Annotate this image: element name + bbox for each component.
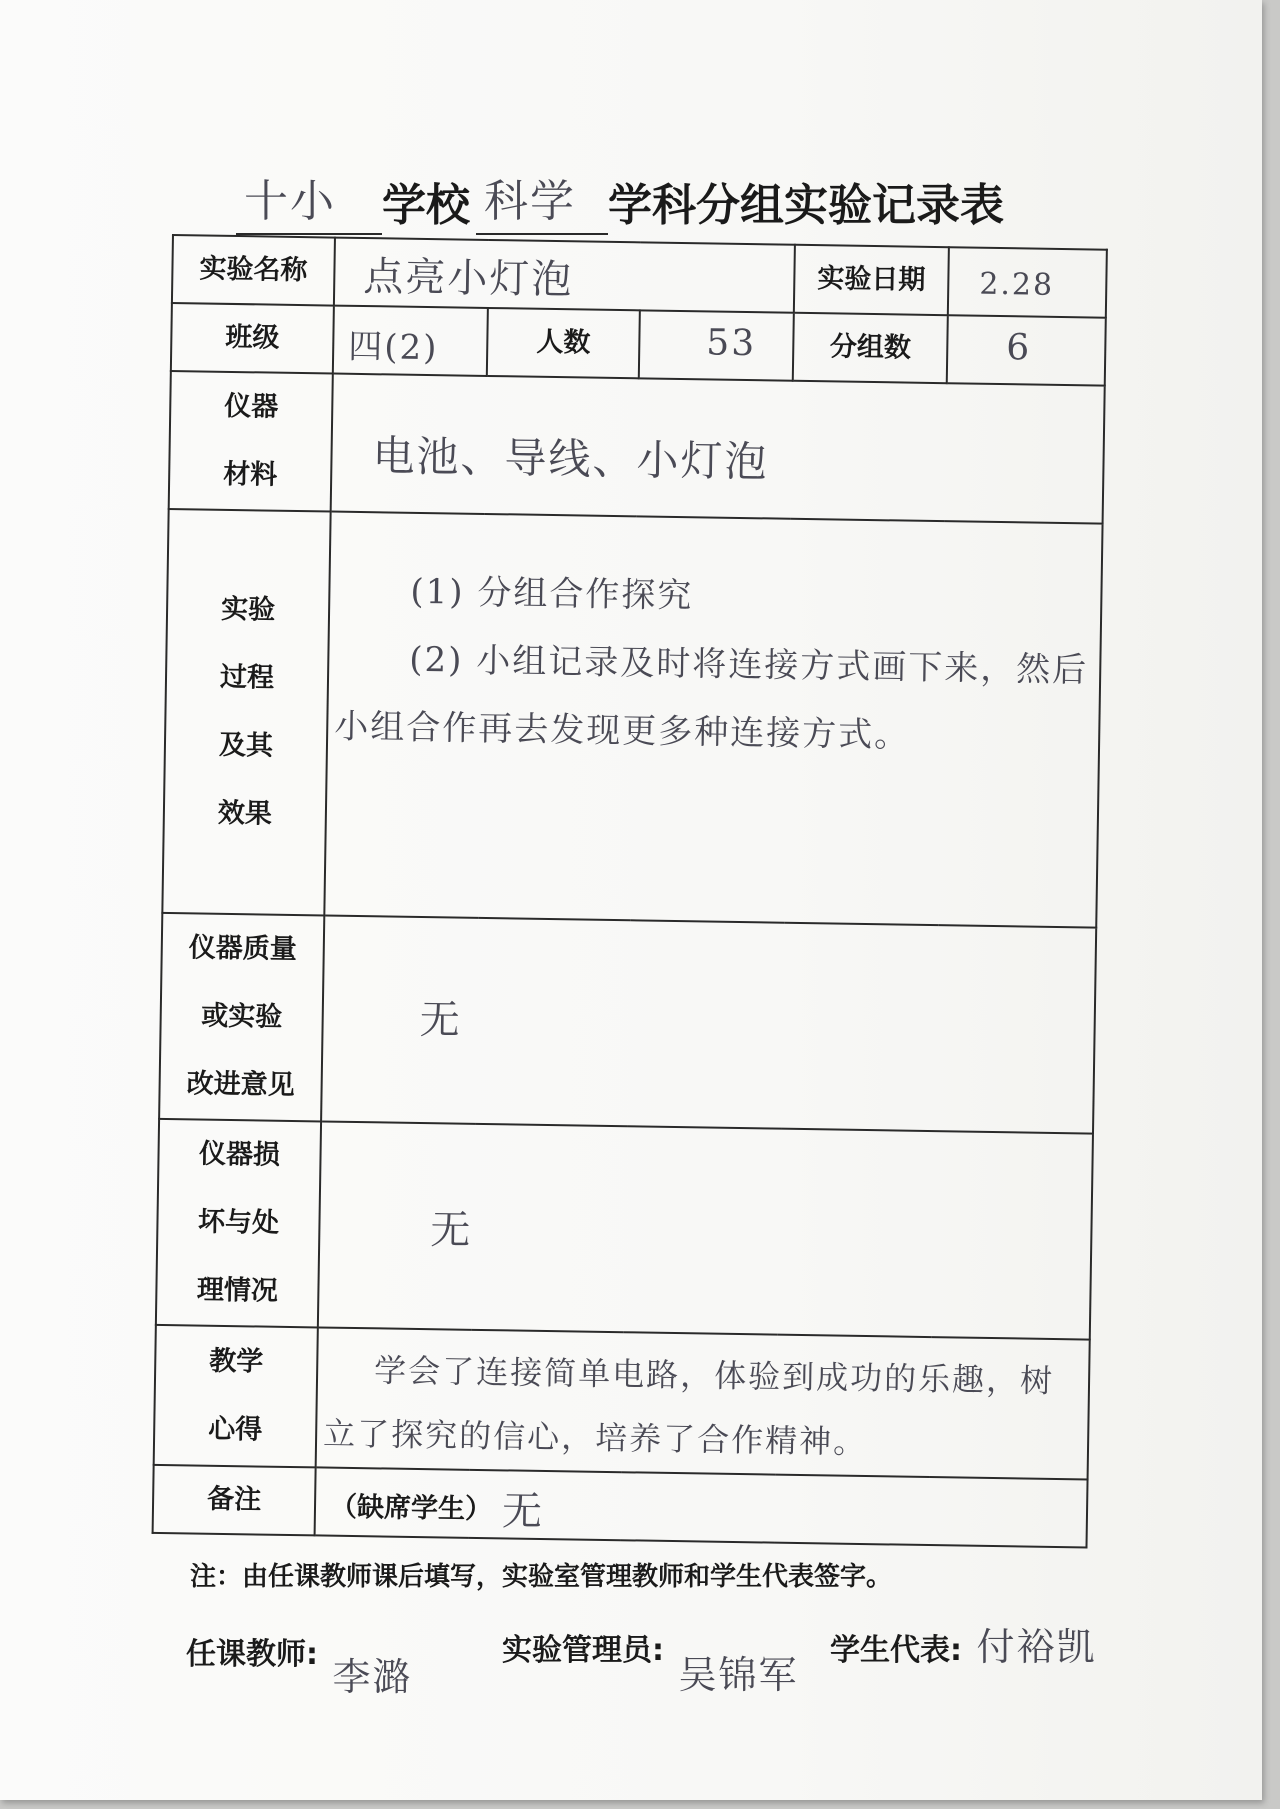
damage-cell [318, 1121, 1093, 1339]
materials-cell [331, 374, 1105, 524]
class-cell [333, 306, 488, 376]
subject-blank [476, 177, 608, 235]
remarks-prefix: （缺席学生） [329, 1491, 493, 1526]
materials-label: 仪器 材料 [169, 371, 333, 512]
subject-handwritten: 科学 [484, 176, 576, 227]
experiment-date-cell [948, 247, 1107, 317]
remarks-cell [315, 1467, 1088, 1547]
process-line-3: 小组合作再去发现更多种连接方式。 [333, 706, 911, 756]
class-label: 班级 [171, 303, 334, 374]
teacher-label: 任课教师: [186, 1637, 318, 1672]
materials-value: 电池、导线、小灯泡 [372, 431, 769, 487]
damage-value: 无 [430, 1207, 473, 1254]
student-rep-label: 学生代表: [830, 1633, 962, 1668]
teacher-signature [186, 1620, 413, 1699]
teaching-line-1: 学会了连接简单电路，体验到成功的乐趣，树 [373, 1351, 1055, 1400]
headcount-value: 53 [706, 322, 757, 365]
student-rep-signature [830, 1616, 1096, 1671]
teaching-label: 教学 心得 [154, 1325, 318, 1468]
quality-cell [321, 915, 1096, 1133]
row-materials [169, 371, 1105, 524]
quality-value: 无 [419, 996, 463, 1044]
experiment-date-label: 实验日期 [794, 245, 949, 315]
teaching-line-2: 立了探究的信心，培养了合作精神。 [322, 1414, 868, 1462]
subject-suffix: 学科分组实验记录表 [608, 180, 1004, 231]
experiment-record-table [152, 234, 1108, 1549]
footnote: 注：由任课教师课后填写，实验室管理教师和学生代表签字。 [190, 1562, 893, 1592]
process-line-1: (1) 分组合作探究 [410, 571, 694, 617]
school-blank [236, 177, 382, 235]
quality-label: 仪器质量 或实验 改进意见 [159, 913, 324, 1122]
row-teaching [154, 1325, 1090, 1480]
groups-value: 6 [1006, 327, 1032, 369]
experiment-name-cell [334, 238, 795, 313]
lab-admin-sign: 吴锦军 [678, 1653, 799, 1697]
groups-cell [947, 315, 1106, 385]
lab-admin-label: 实验管理员: [502, 1633, 664, 1668]
row-quality [159, 913, 1096, 1134]
school-suffix: 学校 [382, 180, 470, 231]
teaching-cell [316, 1327, 1090, 1479]
school-handwritten: 十小 [244, 176, 336, 227]
student-rep-sign: 付裕凯 [976, 1625, 1097, 1669]
process-label: 实验 过程 及其 效果 [162, 509, 330, 915]
lab-admin-signature [502, 1616, 799, 1697]
experiment-name-value: 点亮小灯泡 [362, 254, 574, 304]
experiment-date-value: 2.28 [979, 266, 1055, 303]
form-title [236, 165, 1056, 235]
teacher-sign: 李潞 [332, 1655, 413, 1699]
headcount-label: 人数 [487, 308, 640, 378]
process-line-2: (2) 小组记录及时将连接方式画下来，然后 [409, 639, 1089, 691]
row-process [162, 509, 1102, 928]
row-damage [156, 1119, 1093, 1340]
headcount-cell [639, 310, 794, 380]
process-cell [324, 512, 1102, 928]
class-value: 四(2) [347, 326, 439, 369]
remarks-value: 无 [501, 1488, 545, 1535]
row-remarks [153, 1465, 1088, 1548]
damage-label: 仪器损 坏与处 理情况 [156, 1119, 321, 1328]
experiment-name-label: 实验名称 [172, 235, 335, 306]
remarks-label: 备注 [153, 1465, 316, 1536]
groups-label: 分组数 [793, 313, 948, 383]
